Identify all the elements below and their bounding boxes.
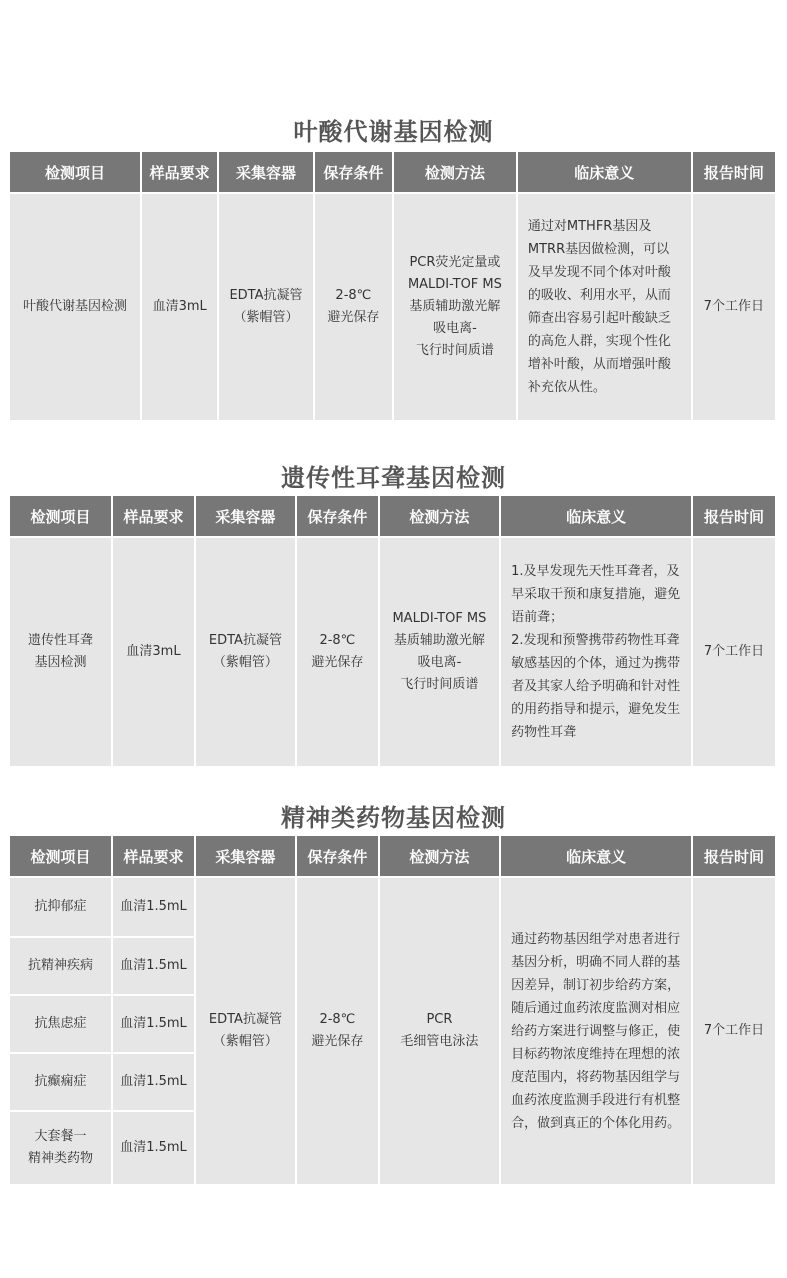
header-method: 检测方法 xyxy=(380,836,499,878)
cell-time: 7个工作日 xyxy=(693,194,775,420)
header-sample: 样品要求 xyxy=(142,152,217,194)
header-container: 采集容器 xyxy=(196,836,295,878)
header-time: 报告时间 xyxy=(693,152,775,194)
table-header-row xyxy=(10,152,775,194)
header-meaning: 临床意义 xyxy=(518,152,691,194)
cell-item: 抗焦虑症 xyxy=(10,996,111,1054)
table-header-row xyxy=(10,836,775,878)
cell-item: 遗传性耳聋 基因检测 xyxy=(10,538,111,766)
table-header-row xyxy=(10,496,775,538)
cell-item: 叶酸代谢基因检测 xyxy=(10,194,140,420)
cell-method: PCR 毛细管电泳法 xyxy=(380,878,499,1184)
header-method: 检测方法 xyxy=(394,152,516,194)
cell-sample: 血清3mL xyxy=(142,194,217,420)
section-title-psychiatric: 精神类药物基因检测 xyxy=(281,804,506,832)
header-meaning: 临床意义 xyxy=(501,496,691,538)
cell-sample: 血清1.5mL xyxy=(113,996,194,1054)
header-item: 检测项目 xyxy=(10,152,140,194)
cell-method: MALDI-TOF MS 基质辅助激光解 吸电离- 飞行时间质谱 xyxy=(380,538,499,766)
header-time: 报告时间 xyxy=(693,836,775,878)
cell-container: EDTA抗凝管 （紫帽管） xyxy=(196,878,295,1184)
header-storage: 保存条件 xyxy=(297,496,378,538)
header-item: 检测项目 xyxy=(10,836,111,878)
cell-sample: 血清1.5mL xyxy=(113,1112,194,1184)
cell-method: PCR荧光定量或 MALDI-TOF MS 基质辅助激光解 吸电离- 飞行时间质谱 xyxy=(394,194,516,420)
cell-item: 抗精神疾病 xyxy=(10,938,111,996)
cell-container: EDTA抗凝管 （紫帽管） xyxy=(219,194,312,420)
psychiatric-table xyxy=(8,836,777,1184)
cell-storage: 2-8℃ 避光保存 xyxy=(315,194,392,420)
cell-time: 7个工作日 xyxy=(693,538,775,766)
cell-sample: 血清3mL xyxy=(113,538,194,766)
section-title-deafness: 遗传性耳聋基因检测 xyxy=(281,464,506,492)
cell-sample: 血清1.5mL xyxy=(113,1054,194,1112)
cell-meaning: 1.及早发现先天性耳聋者，及早采取干预和康复措施，避免语前聋； 2.发现和预警携带药物性耳聋敏感基因的个体，通过为携带者及其家人给予明确和针对性的用药指导和提示，避免发生药物性耳聋 xyxy=(501,538,691,766)
cell-meaning: 通过对MTHFR基因及MTRR基因做检测，可以及早发现不同个体对叶酸的吸收、利用水平，从而筛查出容易引起叶酸缺乏的高危人群，实现个性化增补叶酸，从而增强叶酸补充依从性。 xyxy=(518,194,691,420)
table-row xyxy=(10,538,775,766)
cell-storage: 2-8℃ 避光保存 xyxy=(297,538,378,766)
cell-item: 抗癫痫症 xyxy=(10,1054,111,1112)
header-container: 采集容器 xyxy=(219,152,312,194)
table-row xyxy=(10,878,775,938)
deafness-table xyxy=(8,496,777,766)
cell-meaning: 通过药物基因组学对患者进行基因分析，明确不同人群的基因差异，制订初步给药方案，随后通过血药浓度监测对相应给药方案进行调整与修正，使目标药物浓度维持在理想的浓度范围内，将药物基因组学与血药浓度监测手段进行有机整合，做到真正的个体化用药。 xyxy=(501,878,691,1184)
cell-storage: 2-8℃ 避光保存 xyxy=(297,878,378,1184)
header-sample: 样品要求 xyxy=(113,496,194,538)
header-method: 检测方法 xyxy=(380,496,499,538)
header-storage: 保存条件 xyxy=(315,152,392,194)
header-meaning: 临床意义 xyxy=(501,836,691,878)
header-container: 采集容器 xyxy=(196,496,295,538)
cell-item: 抗抑郁症 xyxy=(10,878,111,938)
cell-time: 7个工作日 xyxy=(693,878,775,1184)
cell-sample: 血清1.5mL xyxy=(113,938,194,996)
folate-table xyxy=(8,152,777,420)
cell-item: 大套餐一 精神类药物 xyxy=(10,1112,111,1184)
section-title-folate: 叶酸代谢基因检测 xyxy=(293,118,494,146)
header-storage: 保存条件 xyxy=(297,836,378,878)
header-time: 报告时间 xyxy=(693,496,775,538)
header-item: 检测项目 xyxy=(10,496,111,538)
table-row xyxy=(10,194,775,420)
header-sample: 样品要求 xyxy=(113,836,194,878)
cell-container: EDTA抗凝管 （紫帽管） xyxy=(196,538,295,766)
cell-sample: 血清1.5mL xyxy=(113,878,194,938)
